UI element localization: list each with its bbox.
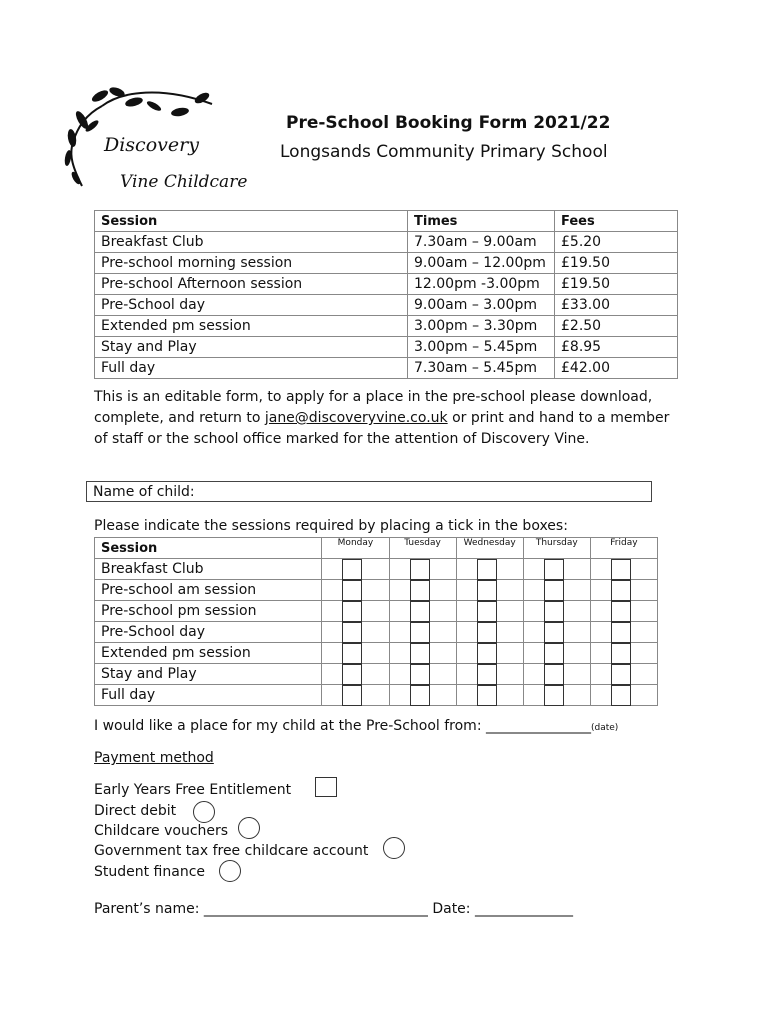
- fee-cell: £19.50: [555, 274, 678, 295]
- tick-box[interactable]: [611, 622, 631, 643]
- times-cell: 7.30am – 5.45pm: [408, 358, 555, 379]
- day-monday: Monday: [322, 538, 389, 559]
- fee-cell: £19.50: [555, 253, 678, 274]
- tick-box[interactable]: [477, 643, 497, 664]
- session-label: Pre-school am session: [95, 580, 322, 601]
- eyfe-checkbox[interactable]: [315, 777, 337, 797]
- table-row: [95, 337, 678, 358]
- child-name-label: Name of child:: [93, 484, 195, 500]
- payment-heading: Payment method: [94, 750, 214, 766]
- tick-box[interactable]: [342, 685, 362, 706]
- sessions-header-session: Session: [95, 538, 322, 559]
- payment-option-vouchers: Childcare vouchers: [94, 823, 229, 839]
- table-row: [95, 232, 678, 253]
- session-label: Extended pm session: [95, 643, 322, 664]
- day-tuesday: Tuesday: [389, 538, 456, 559]
- table-row: [95, 559, 658, 580]
- fee-cell: £2.50: [555, 316, 678, 337]
- tick-box[interactable]: [410, 559, 430, 580]
- tick-box[interactable]: [544, 643, 564, 664]
- tick-box[interactable]: [611, 664, 631, 685]
- payment-option-tax-free: Government tax free childcare account: [94, 843, 369, 859]
- payment-option-student-finance: Student finance: [94, 864, 206, 880]
- fee-cell: £42.00: [555, 358, 678, 379]
- tick-box[interactable]: [544, 601, 564, 622]
- start-date-text: I would like a place for my child at the Pre-School from: _______________: [94, 718, 591, 734]
- session-label: Breakfast Club: [95, 559, 322, 580]
- day-thursday: Thursday: [523, 538, 590, 559]
- tick-box[interactable]: [611, 580, 631, 601]
- logo-text-line2: Vine Childcare: [120, 172, 248, 192]
- intro-paragraph: [94, 387, 684, 450]
- tick-box[interactable]: [544, 622, 564, 643]
- tick-box[interactable]: [410, 601, 430, 622]
- table-row: [95, 274, 678, 295]
- intro-text-after: or print and hand to a member of staff or the school office marked for the attention of Discovery Vine.: [94, 410, 670, 447]
- student-finance-radio[interactable]: [219, 860, 241, 882]
- session-cell: Full day: [95, 358, 408, 379]
- table-row: [95, 643, 658, 664]
- sessions-header-row: [95, 538, 658, 559]
- start-date-line[interactable]: [94, 718, 618, 734]
- tick-box[interactable]: [544, 559, 564, 580]
- tick-box[interactable]: [342, 580, 362, 601]
- tick-box[interactable]: [544, 685, 564, 706]
- tick-box[interactable]: [410, 580, 430, 601]
- times-cell: 3.00pm – 3.30pm: [408, 316, 555, 337]
- day-friday: Friday: [590, 538, 657, 559]
- page-subtitle: Longsands Community Primary School: [280, 142, 608, 162]
- tick-box[interactable]: [611, 685, 631, 706]
- session-label: Full day: [95, 685, 322, 706]
- child-name-field[interactable]: [86, 481, 652, 502]
- session-cell: Stay and Play: [95, 337, 408, 358]
- fee-cell: £8.95: [555, 337, 678, 358]
- parent-name-date-line[interactable]: Parent’s name: ________________________________ Date: ______________: [94, 901, 573, 917]
- times-cell: 9.00am – 3.00pm: [408, 295, 555, 316]
- table-row: [95, 601, 658, 622]
- times-cell: 3.00pm – 5.45pm: [408, 337, 555, 358]
- payment-option-direct-debit: Direct debit: [94, 803, 177, 819]
- direct-debit-radio[interactable]: [193, 801, 215, 823]
- tick-box[interactable]: [544, 580, 564, 601]
- table-row: [95, 316, 678, 337]
- table-row: [95, 664, 658, 685]
- table-row: [95, 358, 678, 379]
- tick-box[interactable]: [410, 685, 430, 706]
- table-row: [95, 295, 678, 316]
- tick-box[interactable]: [477, 601, 497, 622]
- tick-box[interactable]: [342, 559, 362, 580]
- fees-header-times: Times: [408, 211, 555, 232]
- tick-box[interactable]: [611, 643, 631, 664]
- fees-header-fees: Fees: [555, 211, 678, 232]
- tick-box[interactable]: [410, 622, 430, 643]
- table-row: [95, 253, 678, 274]
- day-wednesday: Wednesday: [456, 538, 523, 559]
- tax-free-radio[interactable]: [383, 837, 405, 859]
- tick-box[interactable]: [342, 643, 362, 664]
- table-row: [95, 622, 658, 643]
- sessions-instruction: Please indicate the sessions required by placing a tick in the boxes:: [94, 518, 568, 534]
- tick-box[interactable]: [477, 580, 497, 601]
- tick-box[interactable]: [477, 685, 497, 706]
- tick-box[interactable]: [410, 664, 430, 685]
- tick-box[interactable]: [477, 559, 497, 580]
- tick-box[interactable]: [477, 622, 497, 643]
- fee-cell: £5.20: [555, 232, 678, 253]
- times-cell: 12.00pm -3.00pm: [408, 274, 555, 295]
- start-date-label: (date): [590, 723, 619, 733]
- session-cell: Extended pm session: [95, 316, 408, 337]
- tick-box[interactable]: [342, 664, 362, 685]
- times-cell: 7.30am – 9.00am: [408, 232, 555, 253]
- tick-box[interactable]: [544, 664, 564, 685]
- tick-box[interactable]: [410, 643, 430, 664]
- table-row: [95, 685, 658, 706]
- fees-header-session: Session: [95, 211, 408, 232]
- session-cell: Pre-school Afternoon session: [95, 274, 408, 295]
- tick-box[interactable]: [611, 601, 631, 622]
- fee-cell: £33.00: [555, 295, 678, 316]
- vouchers-radio[interactable]: [238, 817, 260, 839]
- payment-option-eyfe: Early Years Free Entitlement: [94, 782, 292, 798]
- intro-text-before: This is an editable form, to apply for a place in the pre-school please download, complete, and return to: [94, 389, 653, 426]
- tick-box[interactable]: [342, 622, 362, 643]
- session-label: Pre-School day: [95, 622, 322, 643]
- tick-box[interactable]: [611, 559, 631, 580]
- times-cell: 9.00am – 12.00pm: [408, 253, 555, 274]
- session-cell: Pre-school morning session: [95, 253, 408, 274]
- logo-text-line1: Discovery: [104, 134, 199, 156]
- email-link[interactable]: jane@discoveryvine.co.uk: [264, 410, 448, 426]
- tick-box[interactable]: [477, 664, 497, 685]
- session-cell: Pre-School day: [95, 295, 408, 316]
- fees-header-row: [95, 211, 678, 232]
- tick-box[interactable]: [342, 601, 362, 622]
- page-title: Pre-School Booking Form 2021/22: [286, 113, 611, 133]
- sessions-table: [94, 537, 658, 706]
- fees-table: [94, 210, 678, 379]
- session-label: Pre-school pm session: [95, 601, 322, 622]
- session-label: Stay and Play: [95, 664, 322, 685]
- session-cell: Breakfast Club: [95, 232, 408, 253]
- table-row: [95, 580, 658, 601]
